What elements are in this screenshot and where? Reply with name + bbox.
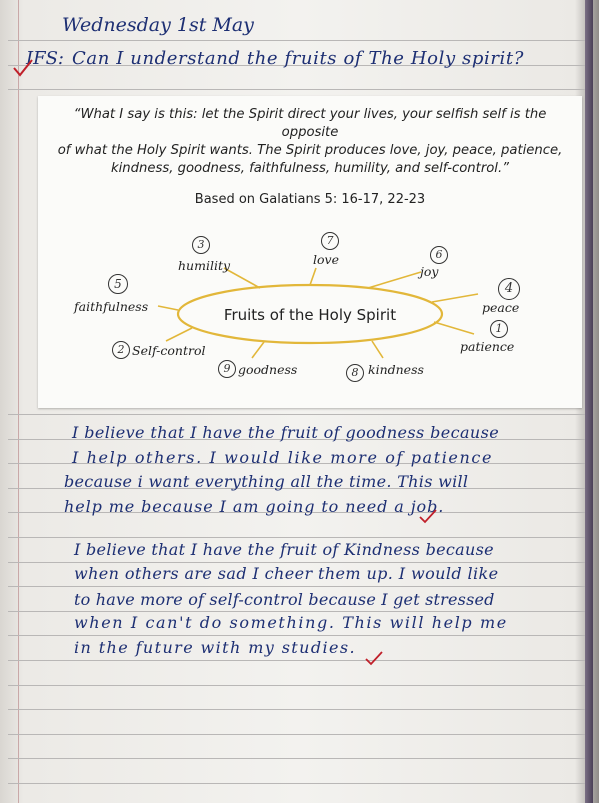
ruled-line xyxy=(8,734,585,735)
rank-patience: 1 xyxy=(490,320,508,338)
handwriting-line: I believe that I have the fruit of goodness because xyxy=(72,423,500,442)
quote-line: of what the Holy Spirit wants. The Spirit produces love, joy, peace, patience, xyxy=(57,143,563,158)
fruit-love: love xyxy=(313,252,339,267)
ruled-line xyxy=(8,40,585,41)
ruled-line xyxy=(8,611,585,612)
red-tick-mark xyxy=(418,508,438,524)
handwriting-line: I believe that I have the fruit of Kindness because xyxy=(74,540,494,559)
fruit-goodness: goodness xyxy=(238,362,298,377)
ruled-line xyxy=(8,586,585,587)
spoke-love xyxy=(310,268,316,285)
ruled-line xyxy=(8,758,585,759)
rank-peace: 4 xyxy=(498,278,520,300)
spoke-joy xyxy=(368,272,421,288)
handwriting-line: help me because I am going to need a job. xyxy=(64,497,445,516)
spoke-peace xyxy=(432,294,478,302)
fruit-humility: humility xyxy=(178,258,231,273)
fruit-joy: joy xyxy=(420,264,439,279)
rank-self-control: 2 xyxy=(112,341,130,359)
rank-faithfulness: 5 xyxy=(108,274,128,294)
rank-humility: 3 xyxy=(192,236,210,254)
printed-worksheet xyxy=(38,96,582,408)
rank-kindness: 8 xyxy=(346,364,364,382)
rank-joy: 6 xyxy=(430,246,448,264)
ruled-line xyxy=(8,89,585,90)
ruled-line xyxy=(8,685,585,686)
ruled-line xyxy=(8,537,585,538)
fruits-diagram xyxy=(38,96,582,408)
notebook-cover-edge xyxy=(585,0,593,803)
quote-line: “What I say is this: let the Spirit direct your lives, your selfish self is the opposite xyxy=(73,107,547,140)
ruled-line xyxy=(8,562,585,563)
red-tick-mark xyxy=(12,58,34,78)
handwriting-line: in the future with my studies. xyxy=(74,638,356,657)
spoke-kindness xyxy=(372,341,383,358)
ruled-line xyxy=(8,783,585,784)
handwriting-line: I help others. I would like more of patience xyxy=(72,448,494,467)
rank-love: 7 xyxy=(321,232,339,250)
spoke-goodness xyxy=(252,342,264,358)
ruled-line xyxy=(8,635,585,636)
ruled-line xyxy=(8,414,585,415)
rank-goodness: 9 xyxy=(218,360,236,378)
handwriting-line: when others are sad I cheer them up. I would like xyxy=(74,564,499,583)
fruit-self-control: Self-control xyxy=(132,343,206,358)
handwriting-line: because i want everything all the time. This will xyxy=(64,472,469,491)
bible-reference: Based on Galatians 5: 16-17, 22-23 xyxy=(194,192,426,207)
margin-line xyxy=(18,0,19,803)
fruit-faithfulness: faithfulness xyxy=(74,299,149,314)
fruit-peace: peace xyxy=(482,300,520,315)
spoke-self-control xyxy=(166,328,192,341)
handwriting-line: to have more of self-control because I get stressed xyxy=(74,590,495,609)
question-heading: Can I understand the fruits of The Holy spirit? xyxy=(72,48,524,69)
question-code: IFS: xyxy=(26,48,64,69)
date-heading: Wednesday 1st May xyxy=(62,14,254,36)
handwriting-line: when I can't do something. This will help me xyxy=(74,613,508,632)
ruled-line xyxy=(8,709,585,710)
fruit-patience: patience xyxy=(460,339,515,354)
ruled-line xyxy=(8,660,585,661)
fruit-kindness: kindness xyxy=(368,362,424,377)
quote-line: kindness, goodness, faithfulness, humility, and self-control.” xyxy=(110,161,509,176)
red-tick-mark xyxy=(364,650,384,666)
diagram-title: Fruits of the Holy Spirit xyxy=(223,306,397,324)
